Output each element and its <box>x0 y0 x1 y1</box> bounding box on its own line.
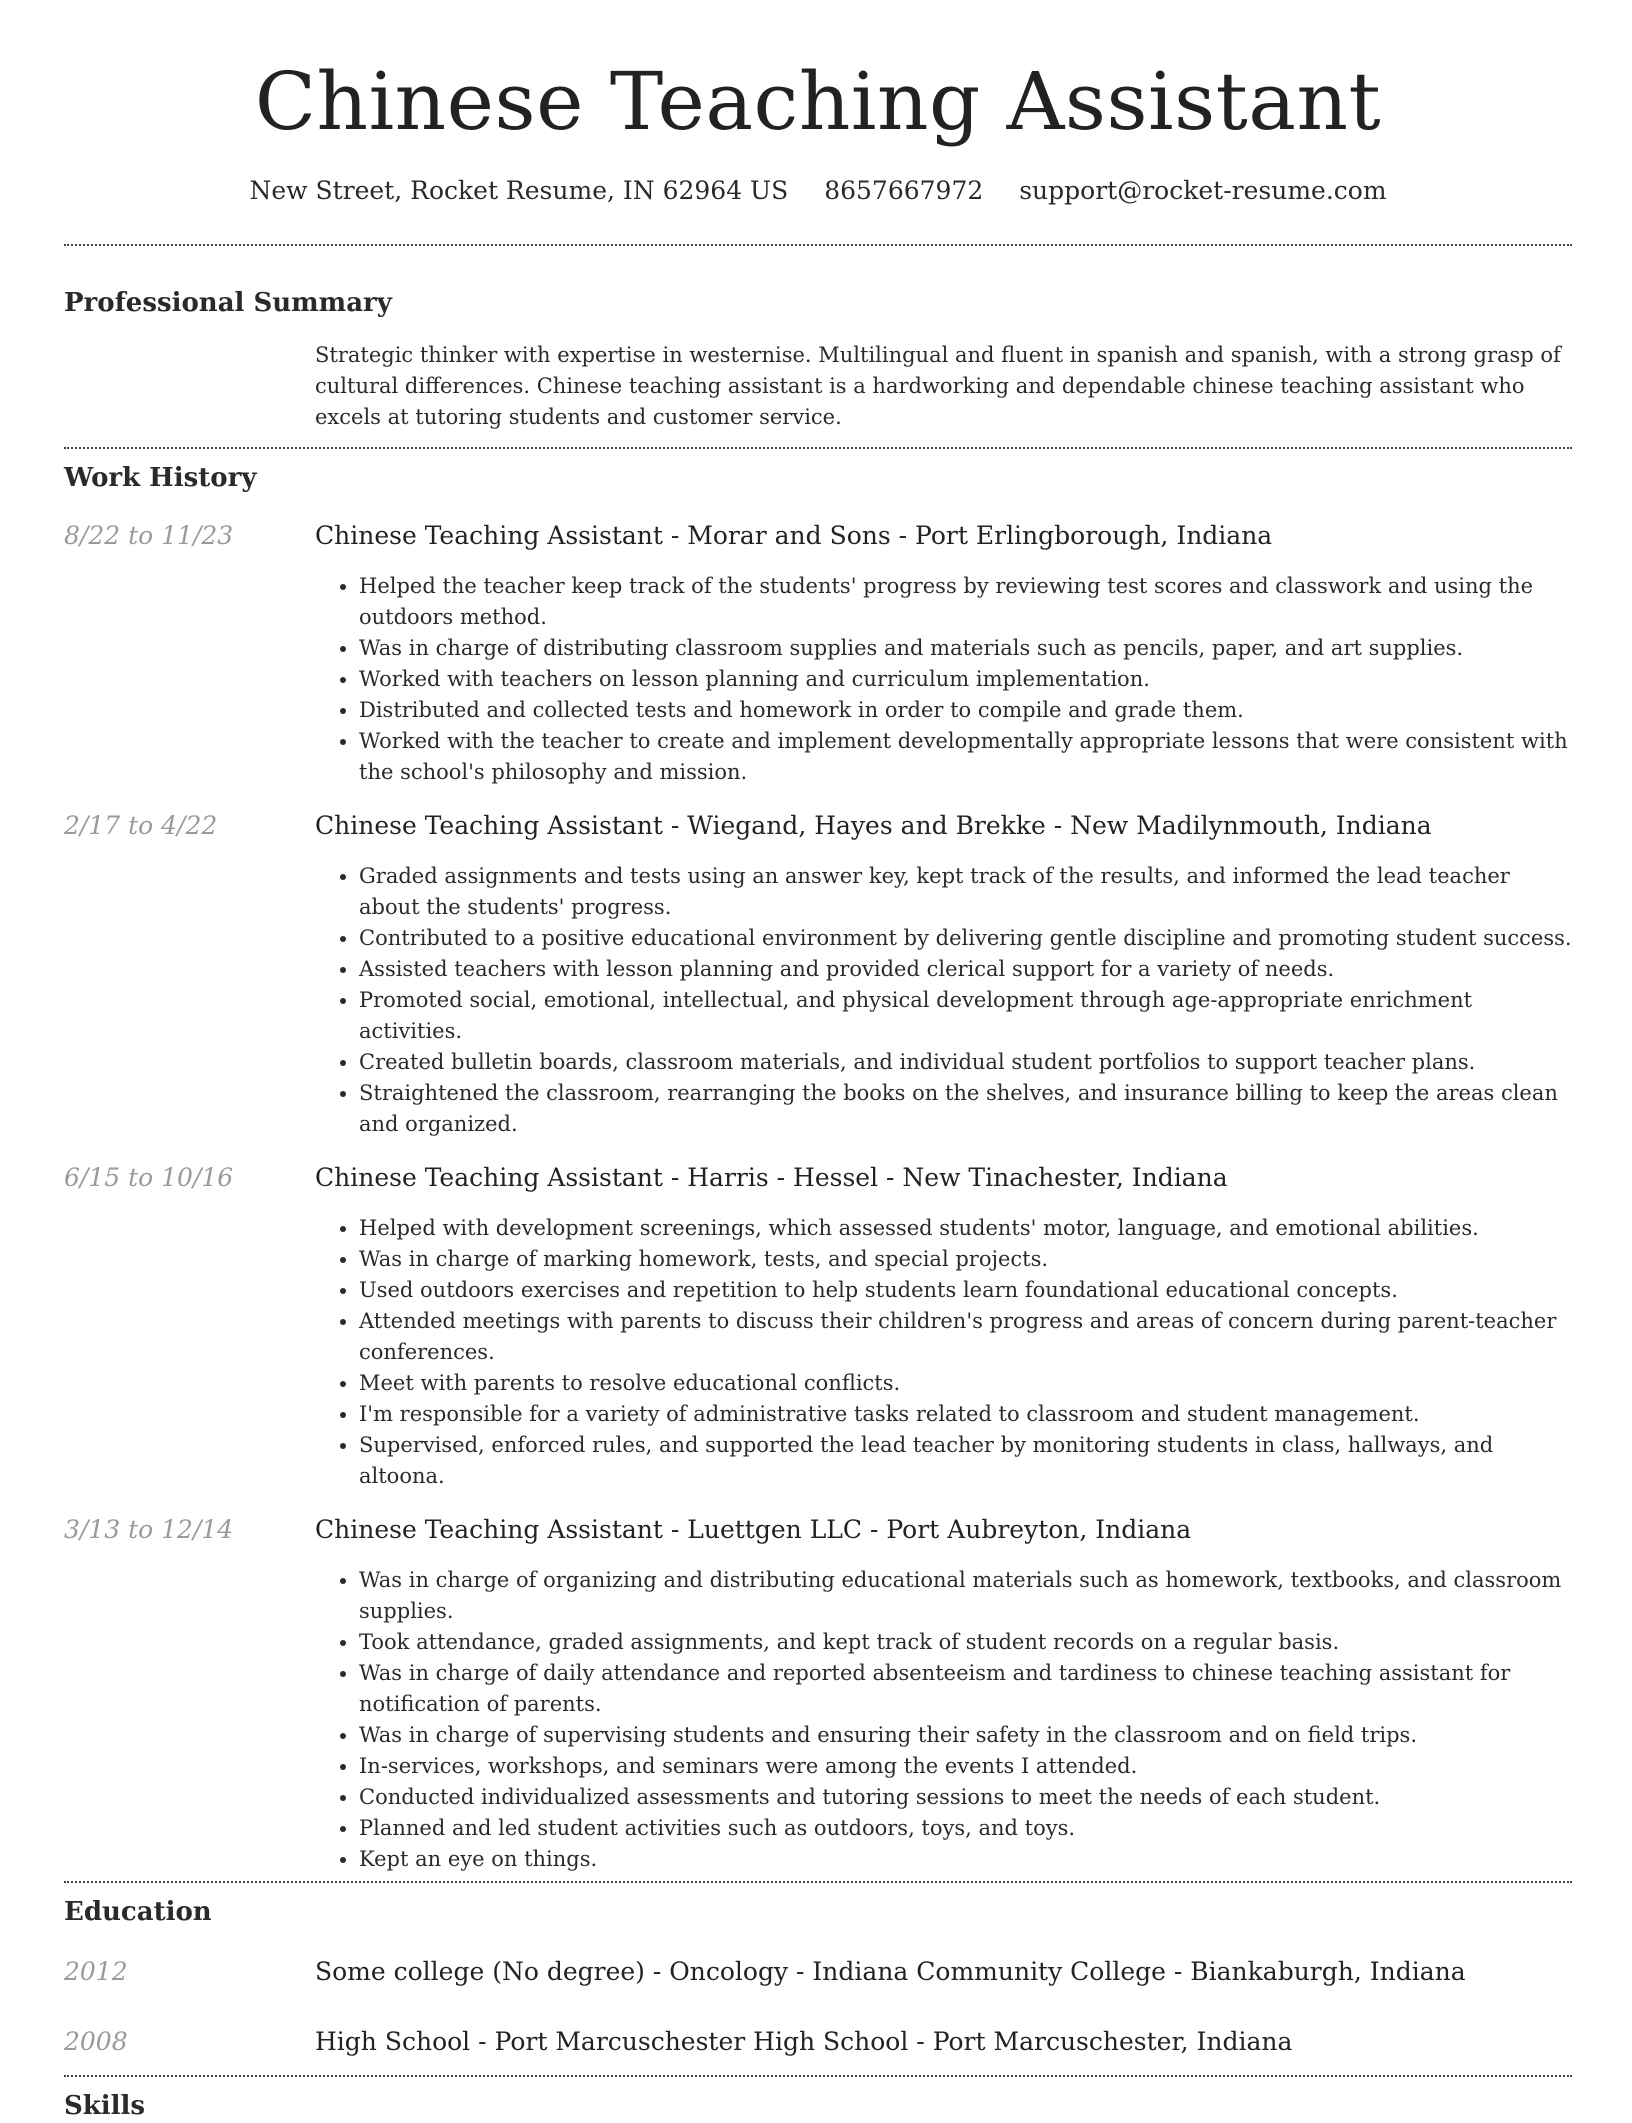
duty-item: • Planned and led student activities such as outdoors, toys, and toys. <box>359 1813 1572 1844</box>
duty-item: • Distributed and collected tests and homework in order to compile and grade them. <box>359 695 1572 726</box>
section-title-education: Education <box>64 1897 212 1927</box>
job-entry <box>64 1161 1572 1492</box>
section-divider <box>64 2075 1572 2077</box>
professional-summary-section <box>64 286 1572 447</box>
duty-item: • Was in charge of organizing and distributing educational materials such as homework, textbooks, and classroom supplies. <box>359 1565 1572 1627</box>
duty-item: • Meet with parents to resolve educational conflicts. <box>359 1368 1572 1399</box>
job-dates: 3/13 to 12/14 <box>64 1515 234 1544</box>
education-year: 2012 <box>64 1957 128 1986</box>
job-duties-list <box>315 1565 1572 1875</box>
job-heading: Chinese Teaching Assistant - Wiegand, Hayes and Brekke - New Madilynmouth, Indiana <box>315 811 1432 840</box>
duty-item: • Helped with development screenings, which assessed students' motor, language, and emotional abilities. <box>359 1213 1572 1244</box>
section-divider <box>64 447 1572 449</box>
education-heading: High School - Port Marcuschester High School - Port Marcuschester, Indiana <box>315 2027 1293 2056</box>
section-title-work-history: Work History <box>64 463 257 493</box>
duty-item: • Supervised, enforced rules, and supported the lead teacher by monitoring students in class, hallways, and altoona. <box>359 1430 1572 1492</box>
work-history-section <box>64 461 1572 1881</box>
duty-item: • Worked with teachers on lesson planning and curriculum implementation. <box>359 664 1572 695</box>
duty-item: • Helped the teacher keep track of the students' progress by reviewing test scores and classwork and using the outdoors method. <box>359 571 1572 633</box>
duty-item: • Attended meetings with parents to discuss their children's progress and areas of concern during parent-teacher conferences. <box>359 1306 1572 1368</box>
education-section <box>64 1895 1572 2075</box>
duty-item: • Graded assignments and tests using an answer key, kept track of the results, and informed the lead teacher about the students' progress. <box>359 861 1572 923</box>
job-duties-list <box>315 571 1572 788</box>
section-divider <box>64 244 1572 246</box>
education-entry <box>64 2025 1572 2059</box>
section-divider <box>64 1881 1572 1883</box>
duty-item: • In-services, workshops, and seminars were among the events I attended. <box>359 1751 1572 1782</box>
education-entry <box>64 1955 1572 1989</box>
job-dates: 6/15 to 10/16 <box>64 1163 234 1192</box>
section-title-summary: Professional Summary <box>64 288 392 318</box>
job-heading: Chinese Teaching Assistant - Luettgen LLC - Port Aubreyton, Indiana <box>315 1515 1192 1544</box>
duty-item: • Conducted individualized assessments and tutoring sessions to meet the needs of each student. <box>359 1782 1572 1813</box>
resume-page <box>64 0 1572 2123</box>
job-duties-list <box>315 1213 1572 1492</box>
duty-item: • Took attendance, graded assignments, and kept track of student records on a regular basis. <box>359 1627 1572 1658</box>
job-entry <box>64 519 1572 788</box>
skills-section <box>64 2089 1572 2123</box>
duty-item: • I'm responsible for a variety of administrative tasks related to classroom and student management. <box>359 1399 1572 1430</box>
address-text: New Street, Rocket Resume, IN 62964 US <box>249 176 789 205</box>
candidate-name: Chinese Teaching Assistant <box>254 55 1382 148</box>
email-text: support@rocket-resume.com <box>1019 176 1387 205</box>
phone-text: 8657667972 <box>824 176 984 205</box>
summary-text: Strategic thinker with expertise in westernise. Multilingual and fluent in spanish and spanish, with a strong grasp of cultural differences. Chinese teaching assistant is a hardworking and dependable chinese teaching assistant who excels at tutoring students and customer service. <box>315 343 1561 429</box>
job-heading: Chinese Teaching Assistant - Harris - Hessel - New Tinachester, Indiana <box>315 1163 1228 1192</box>
duty-item: • Assisted teachers with lesson planning and provided clerical support for a variety of needs. <box>359 954 1572 985</box>
duty-item: • Was in charge of distributing classroom supplies and materials such as pencils, paper, and art supplies. <box>359 633 1572 664</box>
job-entry <box>64 809 1572 1140</box>
contact-line <box>64 174 1572 208</box>
job-heading: Chinese Teaching Assistant - Morar and Sons - Port Erlingborough, Indiana <box>315 521 1273 550</box>
education-heading: Some college (No degree) - Oncology - Indiana Community College - Biankaburgh, Indiana <box>315 1957 1466 1986</box>
job-dates: 2/17 to 4/22 <box>64 811 218 840</box>
duty-item: • Was in charge of daily attendance and reported absenteeism and tardiness to chinese teaching assistant for notification of parents. <box>359 1658 1572 1720</box>
duty-item: • Was in charge of marking homework, tests, and special projects. <box>359 1244 1572 1275</box>
duty-item: • Worked with the teacher to create and implement developmentally appropriate lessons that were consistent with the school's philosophy and mission. <box>359 726 1572 788</box>
duty-item: • Kept an eye on things. <box>359 1844 1572 1875</box>
job-dates: 8/22 to 11/23 <box>64 521 234 550</box>
duty-item: • Used outdoors exercises and repetition to help students learn foundational educational concepts. <box>359 1275 1572 1306</box>
job-entry <box>64 1513 1572 1875</box>
duty-item: • Created bulletin boards, classroom materials, and individual student portfolios to support teacher plans. <box>359 1047 1572 1078</box>
section-title-skills: Skills <box>64 2091 146 2121</box>
education-year: 2008 <box>64 2027 128 2056</box>
duty-item: • Straightened the classroom, rearranging the books on the shelves, and insurance billing to keep the areas clean and organized. <box>359 1078 1572 1140</box>
duty-item: • Was in charge of supervising students and ensuring their safety in the classroom and on field trips. <box>359 1720 1572 1751</box>
job-duties-list <box>315 861 1572 1140</box>
duty-item: • Promoted social, emotional, intellectual, and physical development through age-appropriate enrichment activities. <box>359 985 1572 1047</box>
duty-item: • Contributed to a positive educational environment by delivering gentle discipline and promoting student success. <box>359 923 1572 954</box>
